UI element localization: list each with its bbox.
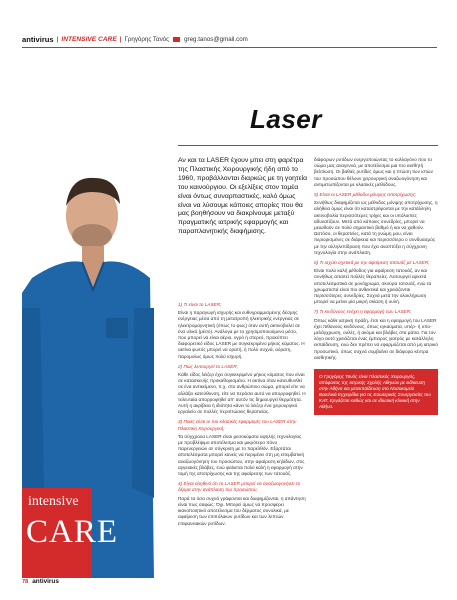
header-separator: |: [56, 35, 59, 43]
intensive-care-badge: [22, 488, 119, 578]
section-name: INTENSIVE CARE: [61, 35, 117, 43]
question: 3) Ποιες είναι οι πιο κλασικές εφαρμογές του LASER στην Πλαστική Χειρουργική;: [178, 419, 297, 431]
qa-block: [178, 364, 306, 416]
answer: Τα σύγχρονα LASER είναι μεσοκύματα υψηλής τεχνολογίας με προβλέψιμο αποτέλεσμα και μικρότερο πόνο παρενεργειών σε σύγκριση με το παρελθόν. Εξαρτάται αποτελέσματα μπορεί κανείς να περιμένει στη μη επεμβατική αναζωογόνηση του προσώπου, στην αφαίρεση κηλίδων, στις αγγειακές βλάβες, ενώ φαίνεται πολύ καλή η εφαρμογή στην τομή της αποτρίχωσης και της αφαίρεσης των τατουάζ.: [178, 433, 305, 477]
magazine-brand: antivirus: [22, 34, 54, 44]
page-header: [22, 33, 437, 45]
author-email[interactable]: greg.tanos@gmail.com: [184, 35, 248, 43]
intro-paragraph: Αν και τα LASER έχουν μπει στη φαρέτρα της Πλαστικής Χειρουργικής ήδη από το 1960, προβάλλονται διαρκώς με τη γοητεία του καινούργιου. Οι εξελίξεις στον τομέα είναι όντως συναρπαστικές, καλό όμως είναι να λύσουμε κάποιες απορίες που θα μας βοηθήσουν να διακρίνουμε μεταξύ πραγματικής ιατρικής εφαρμογής και παραπλανητικής διαφήμισης.: [178, 157, 308, 236]
qa-block: [178, 419, 306, 477]
footer-brand: antivirus: [32, 578, 59, 585]
qa-block: [314, 309, 438, 361]
badge-line-1: intensive: [28, 494, 79, 509]
qa-block: [314, 157, 438, 188]
question: 7) Τι κινδύνους ενέχει η εφαρμογή των LASER;: [314, 309, 412, 315]
author-bio-box: Ο Γρηγόρης Τανός είναι Πλαστικός Χειρουργός, απόφοιτος της Ιατρικής Σχολής Αθηνών με ειδίκευση στην Αθήνα και μετεκπαίδευση στο Νοσοκομείο Βασιλικά Εγχειρίδια για τις Εσωτερικές Συνεργασίες του ΚΑΤ. Εργάζεται καθώς και σε ιδιωτική κλινική στην Αθήνα.: [314, 369, 438, 415]
answer: Κάθε είδος λέιζερ έχει συγκεκριμένο μήκος κύματος που είναι σε κατασκευής προκαθορισμένο. Η ακτίνα όταν κατευθυνθεί σε ένα αντικείμενο, π.χ. στο ανθρώπινο σώμα, μπορεί είτε να αλλάξει κατεύθυνση, είτε να περάσει αυτό να απορροφηθεί. Η τελευταία απορροφηθεί απ' αυτόν τις δημιουργεί θερμότητα. Αυτή η ακρίβεια ή ιδιότητα κάνει το λέιζερ ένα χειρουργικό εργαλείο σε πολλές περιπτώσεις θεραπείας.: [178, 372, 306, 415]
answer: Είναι η παραγωγή ισχυρής και ευθυγραμμισμένης δέσμης ενέργειας μέσα από τη μετατροπή ηλεκτρικής ενέργειας σε ηλεκτρομαγνητική (όπως το φως) όταν αυτή ακτινοβολεί σε ένα υλικό (μέσο). Ανάλογα με το χρησιμοποιούμενο μέσο, που μπορεί να είναι αέριο, υγρό ή στερεό, προκύπτει διαφορετικό είδος LASER με συγκεκριμένο μήκος κύματος. Η ακτίνα φωτός μπορεί να ορατή, ή πολύ συχνά, αόρατη, παρομοίως όμως πολύ ισχυρή.: [178, 310, 305, 359]
qa-block: [178, 481, 306, 526]
question: 1) Τι είναι το LASER;: [178, 302, 222, 307]
page-number: 78: [22, 578, 29, 585]
question: 6) Τι ισχύει σχετικά με την αφαίρεση τατουάζ με LASER;: [314, 260, 430, 266]
article-column-1: [178, 300, 306, 531]
answer: Όπως κάθε ιατρική πράξη, έτσι και η εφαρμογή του LASER έχει πιθανούς κινδύνους, όπως εγκαύματα, υπέρ- ή υπο-μελάγχρωση, ουλές, ή ακόμα και βλάβες στα μάτια. Για τον λόγο αυτό χρειάζεται ένας έμπειρος γιατρός με κατάλληλη εκπαίδευση, ενώ δεν πρέπει να εφαρμόζεται από μη ιατρικό προσωπικό, όπως συχνά συμβαίνει σε διάφορα κέντρα αισθητικής.: [314, 317, 438, 360]
header-rule: [22, 47, 437, 48]
title-rule: [178, 145, 438, 146]
article-title: Laser: [250, 104, 322, 134]
answer: Είναι πολύ καλή μέθοδος για αφαίρεση τατουάζ, αν και συνήθως απαιτεί πολλές θεραπείες. Λειτουργεί αρκετά αποτελεσματικά σε μονόχρωμα, σκούρα τατουάζ, ενώ τα χρωματιστά είναι πιο ανθεκτικά και χρειάζονται περισσότερες συνεδρίες. Συχνά μετά την ολοκλήρωση μπορεί να μείνει μία μικρή σκίαση ή ουλή.: [314, 268, 432, 305]
qa-block: [178, 302, 306, 360]
answer: Συνήθως διαφημίζεται ως μέθοδος μόνιμης αποτρίχωσης, η αλήθεια όμως είναι ότι καταστρέφονται με την κατάλληλη ακτινοβολία περισσότερες τρίχες και οι υπόλοιπες αδυνατίζουν. Μετά από κάποιες συνεδρίες, μπορεί να μειωθούν σε πολύ σημαντικό βαθμό ή και να χαθούν. Ωστόσο, οι θεραπείες, κατά τη γνώμη μου, είναι περιορισμένες σε διάρκεια και περισσότερο ο συνδυασμός με την αλληλεπίδραση που έχει αναπτύξει η σύγχρονη τεχνολογία στην ανάπλαση.: [314, 200, 438, 255]
question: 4) Είναι αληθινό ότι το LASER μπορεί να αναζωογονήσει το δέρμα στην ανάπλαση του προσώπου;: [178, 481, 301, 493]
badge-line-2: CARE: [26, 514, 119, 550]
page-footer: [22, 578, 59, 585]
mail-icon: [173, 37, 180, 42]
qa-block: [314, 192, 438, 256]
answer: Παρά τα όσα συχνά γράφονται και διαφημίζονται, η απάντηση είναι πως σαφώς: Όχι. Μπορεί όμως να προσφέρει ικανοποιητικό αποτέλεσμα του δέρματος συνολικά, με αφαίρεση των επιπόλαιων ρυτίδων και των λεπτών επιφανειακών ρυτίδων.: [178, 495, 306, 526]
answer: διάφορων ρυτίδων ενεργοποιώντας το κολλαγόνο που το σώμα μας αναγεννά, με αποτέλεσμα μια πιο αισθητή βελτίωση. Οι βαθιές ρυτίδες όμως και η πτώση των ιστών του προσώπου θέλουν χειρουργική αναζωογόνηση και αντιμετωπίζονται με κλασικές μεθόδους.: [314, 157, 433, 187]
header-separator: |: [119, 35, 122, 43]
question: 2) Πώς λειτουργεί το LASER;: [178, 363, 239, 369]
article-column-2: [314, 157, 438, 415]
author-name: Γρηγόρης Τανός: [124, 35, 170, 43]
qa-block: [314, 260, 438, 305]
question: 5) Είναι οι LASER μέθοδοι μόνιμης αποτρίχωσης;: [314, 192, 417, 198]
